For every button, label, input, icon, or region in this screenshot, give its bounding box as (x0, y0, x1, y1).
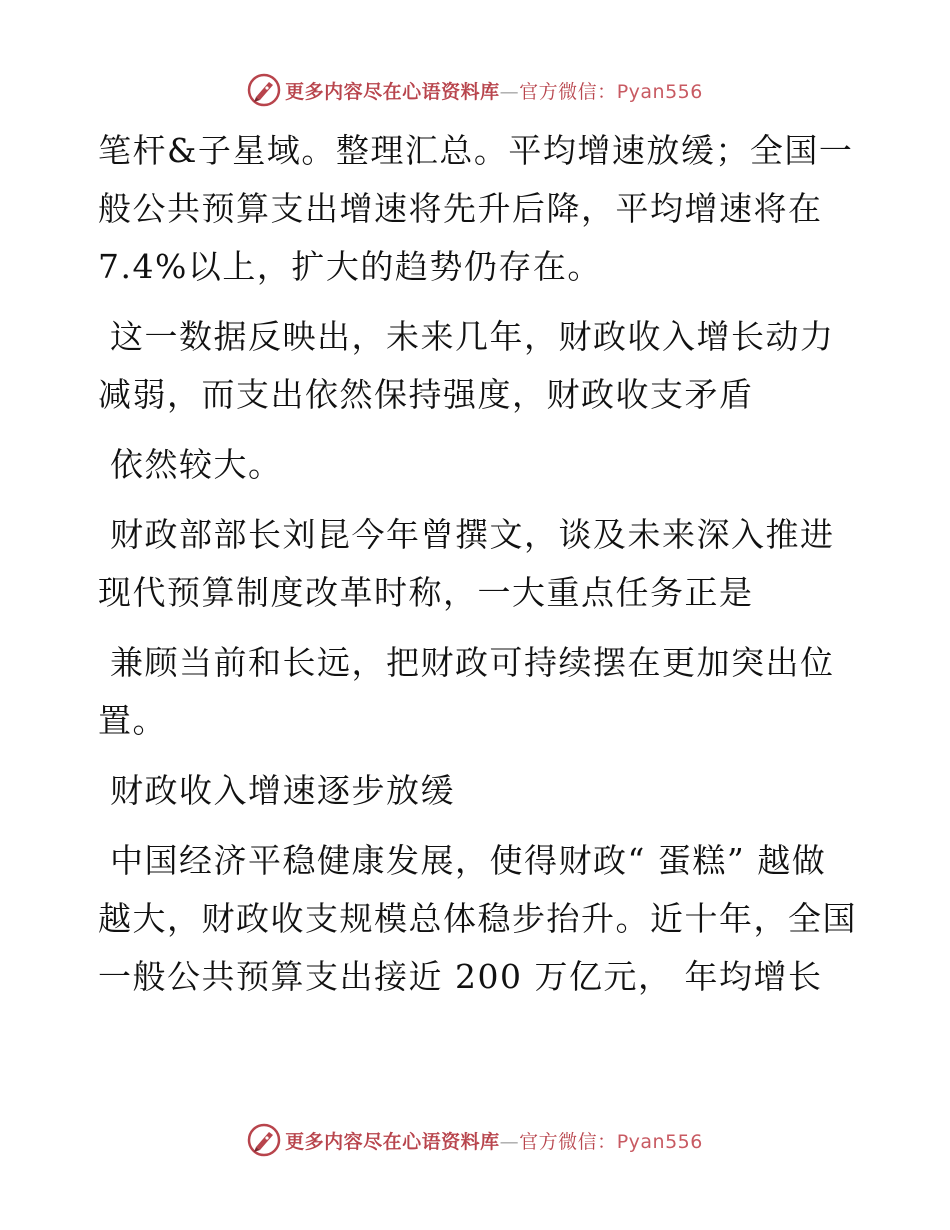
paragraph-5: 兼顾当前和长远，把财政可持续摆在更加突出位置。 (98, 643, 835, 740)
footer-banner (0, 1120, 950, 1160)
document-body (98, 122, 858, 1018)
banner-wechat-id: Pyan556 (616, 1130, 703, 1153)
section-heading: 财政收入增速逐步放缓 (98, 771, 455, 810)
banner-main-text: 更多内容尽在心语资料库 (285, 1130, 500, 1153)
banner-text (285, 1127, 703, 1154)
banner-wechat-label: 官方微信： (519, 80, 617, 103)
banner-wechat-id: Pyan556 (616, 80, 703, 103)
paragraph-2: 这一数据反映出，未来几年，财政收入增长动力减弱，而支出依然保持强度，财政收支矛盾 (98, 317, 835, 414)
banner-text (285, 77, 703, 104)
banner-dash: — (499, 1130, 520, 1153)
banner-main-text: 更多内容尽在心语资料库 (285, 80, 500, 103)
banner-dash: — (499, 80, 520, 103)
header-banner (0, 70, 950, 110)
paragraph-1: 笔杆&子星域。整理汇总。平均增速放缓；全国一般公共预算支出增速将先升后降，平均增速将在7.4%以上，扩大的趋势仍存在。 (98, 131, 854, 286)
paragraph-4: 财政部部长刘昆今年曾撰文，谈及未来深入推进现代预算制度改革时称，一大重点任务正是 (98, 515, 835, 612)
paragraph-3: 依然较大。 (98, 445, 283, 484)
banner-wechat-label: 官方微信： (519, 1130, 617, 1153)
paragraph-6: 中国经济平稳健康发展，使得财政“ 蛋糕” 越做越大，财政收支规模总体稳步抬升。近十年，全国一般公共预算支出接近 200 万亿元， 年均增长 (98, 841, 857, 996)
pen-logo-icon (247, 73, 281, 107)
pen-logo-icon (247, 1123, 281, 1157)
